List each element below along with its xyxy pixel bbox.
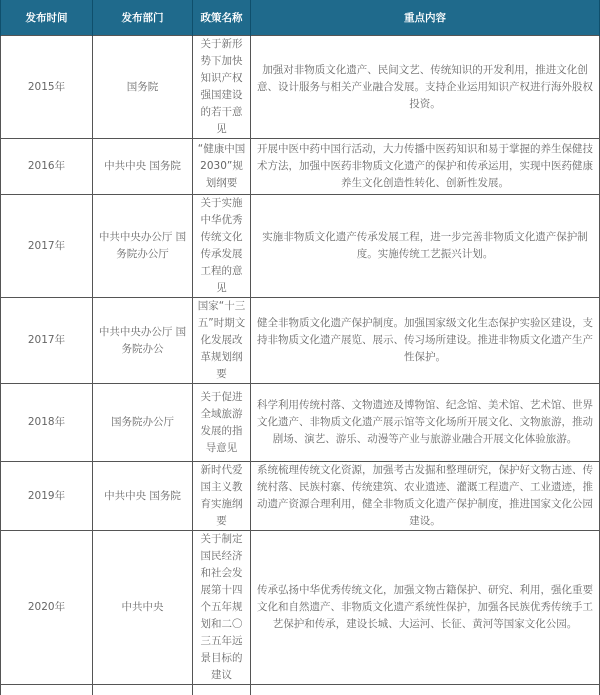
cell-policy: 关于实施中华优秀传统文化传承发展工程的意见 [193,195,251,298]
cell-policy: “健康中国2030”规划纲要 [193,139,251,195]
table-row-partial [1,685,600,695]
cell-content: 健全非物质文化遗产保护制度。加强国家级文化生态保护实验区建设，支持非物质文化遗产展览、展示、传习场所建设。推进非物质文化遗产生产性保护。 [251,298,600,384]
column-header-date: 发布时间 [1,0,93,36]
cell-date: 2017年 [1,195,93,298]
table-row [1,298,600,384]
cell-empty [251,685,600,695]
cell-department: 中共中央 国务院 [93,139,193,195]
cell-date: 2015年 [1,36,93,139]
cell-policy: 关于制定国民经济和社会发展第十四个五年规划和二〇三五年远景目标的建议 [193,531,251,685]
table-row [1,195,600,298]
cell-content: 开展中医中药中国行活动，大力传播中医药知识和易于掌握的养生保健技术方法，加强中医药非物质文化遗产的保护和传承运用，实现中医药健康养生文化创造性转化、创新性发展。 [251,139,600,195]
cell-department: 国务院 [93,36,193,139]
cell-content: 实施非物质文化遗产传承发展工程，进一步完善非物质文化遗产保护制度。实施传统工艺振兴计划。 [251,195,600,298]
table-row [1,139,600,195]
table-row [1,36,600,139]
cell-policy: 国家“十三五”时期文化发展改革规划纲要 [193,298,251,384]
cell-department: 中共中央办公厅 国务院办公厅 [93,195,193,298]
cell-policy: 关于新形势下加快知识产权强国建设的若干意见 [193,36,251,139]
cell-policy: 新时代爱国主义教育实施纲要 [193,462,251,531]
table-header-row [1,0,600,36]
cell-department: 中共中央 [93,531,193,685]
column-header-policy: 政策名称 [193,0,251,36]
cell-date: 2018年 [1,384,93,462]
column-header-department: 发布部门 [93,0,193,36]
cell-department: 中共中央办公厅 国务院办公 [93,298,193,384]
cell-content: 科学利用传统村落、文物遗迹及博物馆、纪念馆、美术馆、艺术馆、世界文化遗产、非物质文化遗产展示馆等文化场所开展文化、文物旅游，推动剧场、演艺、游乐、动漫等产业与旅游业融合开展文化体验旅游。 [251,384,600,462]
table-row [1,531,600,685]
table-row [1,462,600,531]
cell-date: 2020年 [1,531,93,685]
cell-department: 中共中央 国务院 [93,462,193,531]
cell-empty [93,685,193,695]
cell-date: 2019年 [1,462,93,531]
cell-empty [1,685,93,695]
cell-date: 2017年 [1,298,93,384]
column-header-content: 重点内容 [251,0,600,36]
cell-content: 系统梳理传统文化资源，加强考古发掘和整理研究，保护好文物古迹、传统村落、民族村寨、传统建筑、农业遗迹、灌溉工程遗产、工业遗迹，推动遗产资源合理利用，健全非物质文化遗产保护制度，推进国家文化公园建设。 [251,462,600,531]
cell-content: 加强对非物质文化遗产、民间文艺、传统知识的开发利用，推进文化创意、设计服务与相关产业融合发展。支持企业运用知识产权进行海外股权投资。 [251,36,600,139]
cell-department: 国务院办公厅 [93,384,193,462]
cell-date: 2016年 [1,139,93,195]
cell-empty [193,685,251,695]
cell-content: 传承弘扬中华优秀传统文化，加强文物古籍保护、研究、利用，强化重要文化和自然遗产、非物质文化遗产系统性保护，加强各民族优秀传统手工艺保护和传承，建设长城、大运河、长征、黄河等国家文化公园。 [251,531,600,685]
cell-policy: 关于促进全域旅游发展的指导意见 [193,384,251,462]
table-row [1,384,600,462]
